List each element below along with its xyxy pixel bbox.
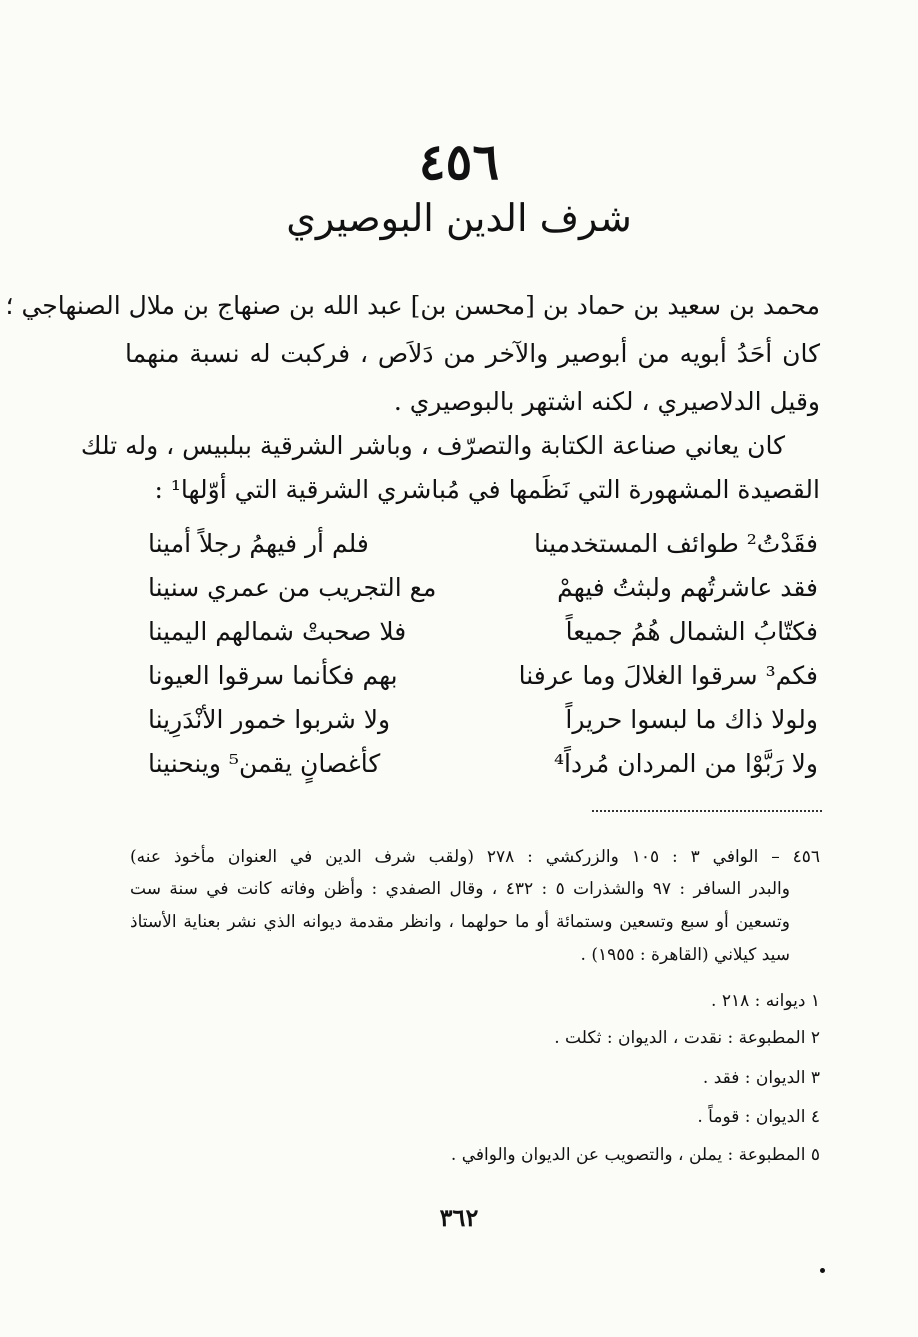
verse-first-hemistich: فقَدْتُ² طوائف المستخدمينا — [533, 529, 818, 558]
verse-first-hemistich: ولولا ذاك ما لبسوا حريراً — [565, 705, 818, 734]
footnote-line: سيد كيلاني (القاهرة : ١٩٥٥) . — [580, 945, 790, 965]
body-line: وقيل الدلاصيري ، لكنه اشتهر بالبوصيري . — [393, 387, 820, 416]
footnote-item: ٣ الديوان : فقد . — [702, 1068, 820, 1088]
verse — [148, 574, 818, 608]
footnote-item: ٢ المطبوعة : نقدت ، الديوان : ثكلت . — [554, 1028, 820, 1048]
verse-second-hemistich: مع التجريب من عمري سنينا — [148, 573, 437, 602]
verse-second-hemistich: ولا شربوا خمور الأنْدَرِينا — [148, 705, 391, 734]
verse-first-hemistich: فكم³ سرقوا الغلالَ وما عرفنا — [518, 661, 818, 690]
verse — [148, 530, 818, 564]
verse-first-hemistich: فقد عاشرتُهم ولبثتُ فيهمْ — [557, 573, 818, 602]
verse — [148, 750, 818, 784]
verse-second-hemistich: فلم أر فيهمُ رجلاً أمينا — [148, 529, 369, 558]
verse-first-hemistich: ولا رَبَّوْا من المردان مُرداً⁴ — [554, 749, 818, 778]
page-number: ٣٦٢ — [439, 1203, 479, 1232]
footnote-item: ٥ المطبوعة : يملن ، والتصويب عن الديوان والوافي . — [450, 1145, 820, 1165]
body-line: كان يعاني صناعة الكتابة والتصرّف ، وباشر الشرقية ببلبيس ، وله تلك — [80, 431, 785, 460]
verse — [148, 706, 818, 740]
verse-second-hemistich: فلا صحبتْ شمالهم اليمينا — [148, 617, 407, 646]
body-line: محمد بن سعيد بن حماد بن [محسن بن] عبد الله بن صنهاج بن ملال الصنهاجي ؛ — [5, 291, 820, 320]
footnote-item: ١ ديوانه : ٢١٨ . — [711, 991, 820, 1011]
footnote-separator — [592, 810, 822, 812]
verse-second-hemistich: كأغصانٍ يقمن⁵ وينحنينا — [148, 749, 381, 778]
verse-first-hemistich: فكتّابُ الشمال هُمُ جميعاً — [565, 617, 818, 646]
footnote-item: ٤ الديوان : قوماً . — [697, 1107, 820, 1127]
body-line: القصيدة المشهورة التي نَظَمها في مُباشري الشرقية التي أوّلها¹ : — [154, 475, 820, 504]
verse-second-hemistich: بهم فكأنما سرقوا العيونا — [148, 661, 398, 690]
entry-title: شرف الدين البوصيري — [286, 196, 632, 240]
footnote-line: والبدر السافر : ٩٧ والشذرات ٥ : ٤٣٢ ، وقال الصفدي : وأظن وفاته كانت في سنة ست — [130, 879, 790, 899]
footnote-line: وتسعين أو سبع وتسعين وستمائة أو ما حولهما ، وانظر مقدمة ديوانه الذي نشر بعناية الأستاذ — [130, 912, 790, 932]
entry-number: ٤٥٦ — [418, 132, 500, 191]
body-line: كان أحَدُ أبويه من أبوصير والآخر من دَلاَص ، فركبت له نسبة منهما — [125, 339, 820, 368]
ink-dot — [820, 1268, 825, 1273]
verse — [148, 618, 818, 652]
footnote-line: ٤٥٦ – الوافي ٣ : ١٠٥ والزركشي : ٢٧٨ (ولقب شرف الدين في العنوان مأخوذ عنه) — [130, 847, 821, 867]
verse — [148, 662, 818, 696]
